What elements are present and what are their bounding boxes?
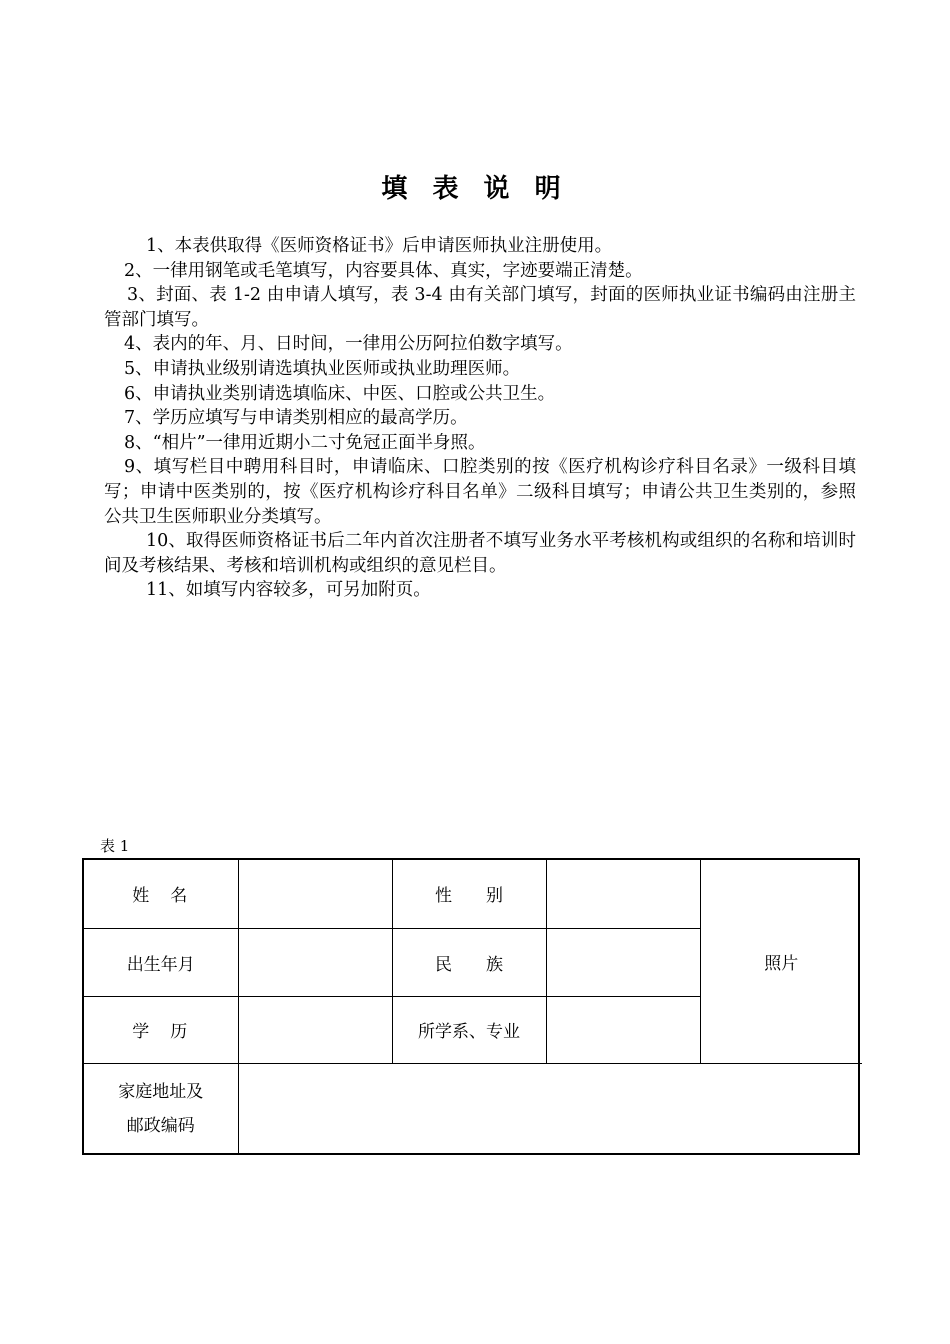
education-field[interactable] [238,996,392,1063]
instruction-item: 8、“相片”一律用近期小二寸免冠正面半身照。 [124,432,486,453]
address-label-line: 家庭地址及 [118,1082,204,1103]
instructions-list [104,234,856,603]
birth-field[interactable] [238,928,392,996]
birth-label: 出生年月 [84,928,238,996]
name-label: 姓 名 [84,860,238,928]
instruction-item: 10、取得医师资格证书后二年内首次注册者不填写业务水平考核机构或组织的名称和培训时间及考核结果、考核和培训机构或组织的意见栏目。 [104,531,856,576]
instruction-item: 2、一律用钢笔或毛笔填写，内容要具体、真实，字迹要端正清楚。 [124,260,643,281]
applicant-form-table [82,858,860,1155]
instruction-item: 3、封面、表 1-2 由申请人填写，表 3-4 由有关部门填写，封面的医师执业证书编码由注册主管部门填写。 [104,285,856,330]
instruction-item: 11、如填写内容较多，可另加附页。 [146,580,431,601]
gender-label: 性 别 [392,860,546,928]
instruction-item: 4、表内的年、月、日时间，一律用公历阿拉伯数字填写。 [124,334,573,355]
education-label: 学 历 [84,996,238,1063]
instruction-item: 1、本表供取得《医师资格证书》后申请医师执业注册使用。 [146,236,613,256]
instruction-item: 7、学历应填写与申请类别相应的最高学历。 [124,408,468,429]
instruction-item: 9、填写栏目中聘用科目时，申请临床、口腔类别的按《医疗机构诊疗科目名录》一级科目填写；申请中医类别的，按《医疗机构诊疗科目名单》二级科目填写；申请公共卫生类别的，参照公共卫生医师职业分类填写。 [104,457,856,527]
major-field[interactable] [546,996,700,1063]
major-label: 所学系、专业 [392,996,546,1063]
table-label: 表 1 [100,837,130,855]
gender-field[interactable] [546,860,700,928]
address-label-line: 邮政编码 [126,1116,195,1137]
page-title: 填 表 说 明 [381,174,569,204]
ethnicity-label: 民 族 [392,928,546,996]
address-field[interactable] [238,1063,862,1155]
ethnicity-field[interactable] [546,928,700,996]
address-label [84,1063,238,1155]
photo-cell[interactable]: 照片 [700,860,862,1063]
instruction-item: 6、申请执业类别请选填临床、中医、口腔或公共卫生。 [124,383,556,404]
name-field[interactable] [238,860,392,928]
instruction-item: 5、申请执业级别请选填执业医师或执业助理医师。 [124,358,521,379]
